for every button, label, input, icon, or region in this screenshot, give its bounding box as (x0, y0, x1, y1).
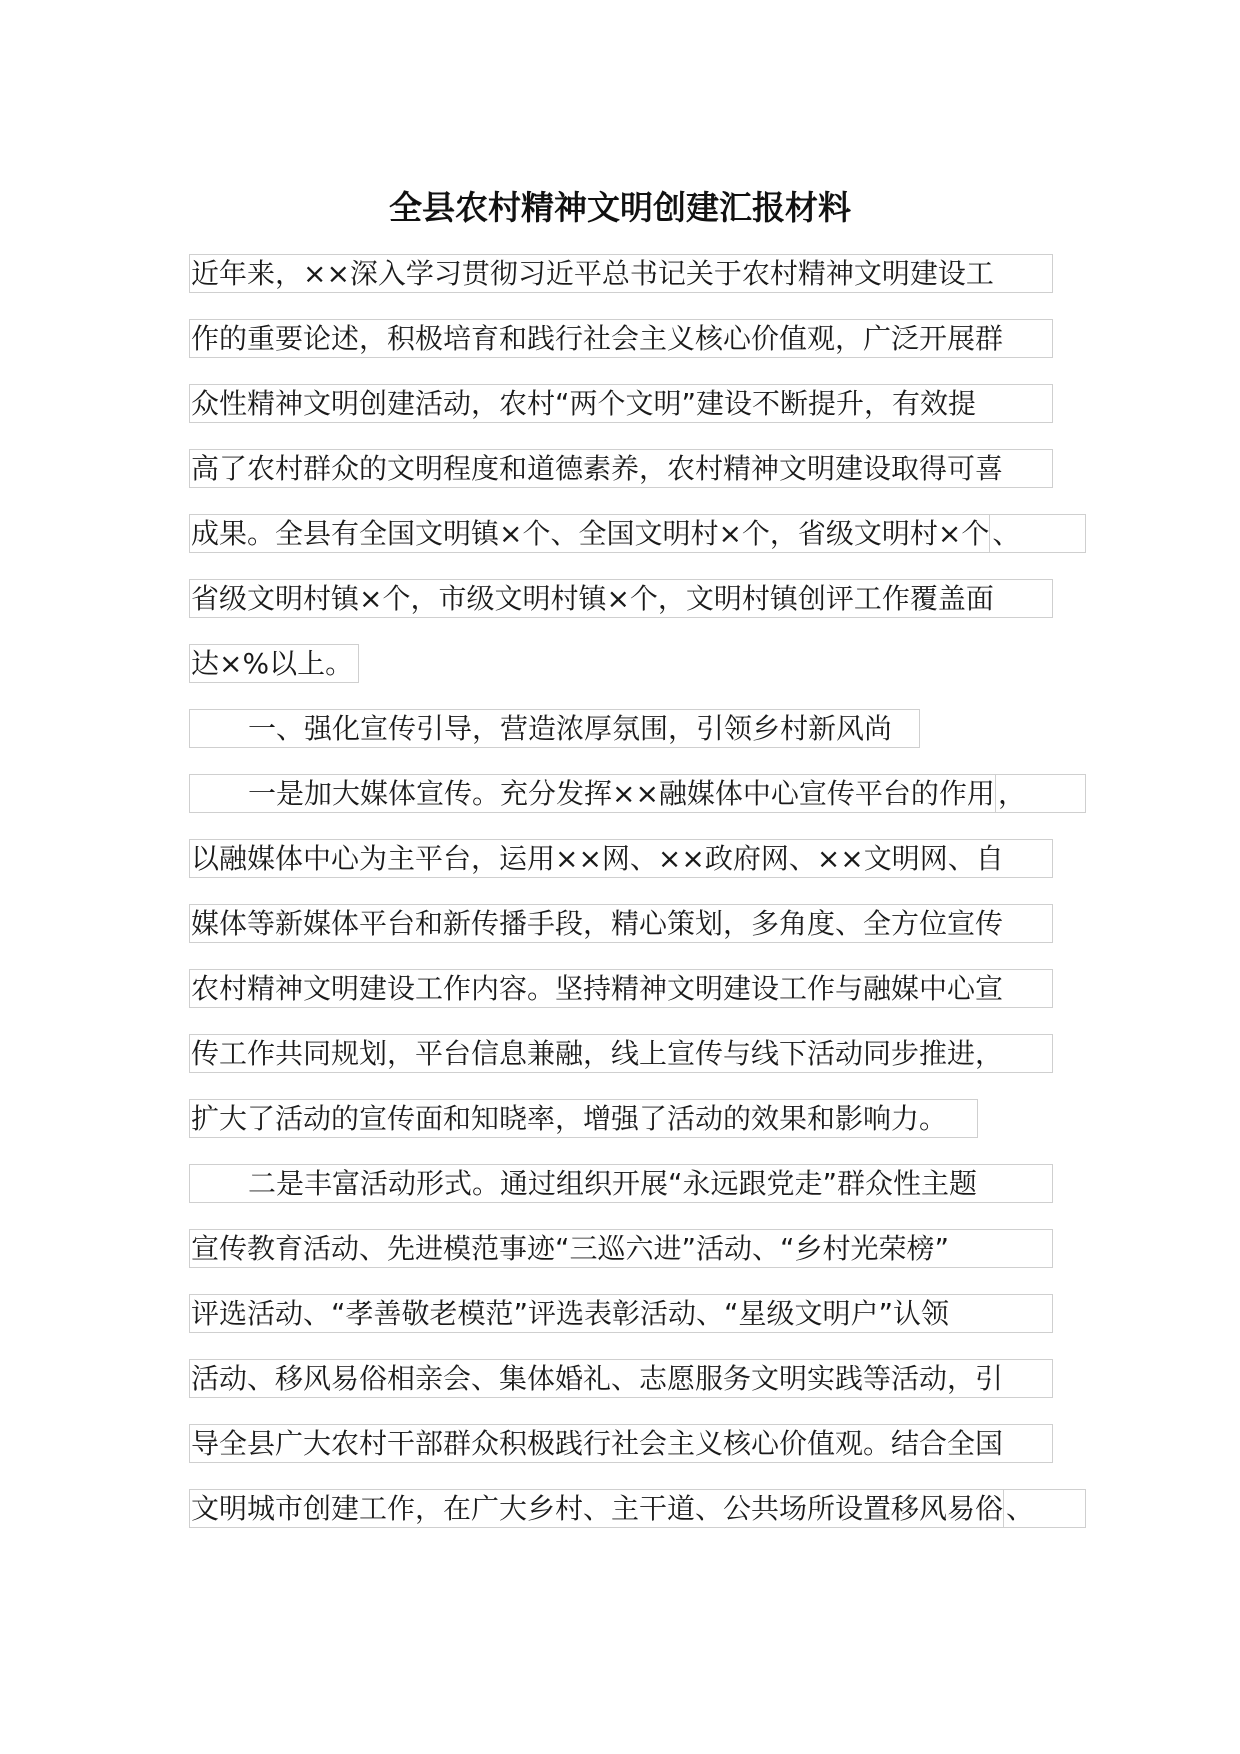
line-overflow-punct: 、 (989, 515, 1020, 552)
text-line-18 (189, 1424, 1053, 1463)
line-text: 一是加大媒体宣传。充分发挥××融媒体中心宣传平台的作用 (248, 777, 995, 810)
text-line-19 (189, 1489, 1086, 1528)
line-text: 评选活动、“孝善敬老模范”评选表彰活动、“星级文明户”认领 (191, 1297, 950, 1330)
text-line-1 (189, 254, 1053, 293)
line-text: 活动、移风易俗相亲会、集体婚礼、志愿服务文明实践等活动，引 (191, 1362, 1004, 1395)
line-text: 农村精神文明建设工作内容。坚持精神文明建设工作与融媒中心宣 (191, 972, 1004, 1005)
text-line-15 (189, 1229, 1053, 1268)
section-heading-1 (189, 709, 920, 748)
text-line-14 (189, 1164, 1053, 1203)
text-line-10 (189, 904, 1053, 943)
line-text: 导全县广大农村干部群众积极践行社会主义核心价值观。结合全国 (191, 1427, 1004, 1460)
line-overflow-punct: 、 (1003, 1490, 1034, 1527)
text-line-11 (189, 969, 1053, 1008)
text-line-8 (189, 774, 1086, 813)
line-text: 宣传教育活动、先进模范事迹“三巡六进”活动、“乡村光荣榜” (191, 1232, 950, 1265)
text-line-5 (189, 514, 1086, 553)
text-line-4 (189, 449, 1053, 488)
text-line-2 (189, 319, 1053, 358)
line-text: 近年来，××深入学习贯彻习近平总书记关于农村精神文明建设工 (191, 257, 994, 290)
line-text: 传工作共同规划，平台信息兼融，线上宣传与线下活动同步推进， (191, 1037, 1004, 1070)
line-text: 扩大了活动的宣传面和知晓率，增强了活动的效果和影响力。 (191, 1102, 948, 1135)
line-text: 众性精神文明创建活动，农村“两个文明”建设不断提升，有效提 (191, 387, 977, 420)
line-text: 以融媒体中心为主平台，运用××网、××政府网、××文明网、自 (191, 842, 1004, 875)
document-title: 全县农村精神文明创建汇报材料 (389, 188, 851, 227)
text-line-3 (189, 384, 1053, 423)
text-line-16 (189, 1294, 1053, 1333)
text-line-12 (189, 1034, 1053, 1073)
line-text: 媒体等新媒体平台和新传播手段，精心策划，多角度、全方位宣传 (191, 907, 1004, 940)
line-text: 高了农村群众的文明程度和道德素养，农村精神文明建设取得可喜 (191, 452, 1004, 485)
text-line-9 (189, 839, 1053, 878)
line-text: 省级文明村镇×个，市级文明村镇×个，文明村镇创评工作覆盖面 (191, 582, 994, 615)
text-line-17 (189, 1359, 1053, 1398)
line-text: 成果。全县有全国文明镇×个、全国文明村×个，省级文明村×个 (191, 517, 990, 550)
line-text: 文明城市创建工作，在广大乡村、主干道、公共场所设置移风易俗 (191, 1492, 1004, 1525)
text-line-7 (189, 644, 359, 683)
text-line-13 (189, 1099, 978, 1138)
line-overflow-punct: ， (995, 775, 1026, 812)
line-text: 达×%以上。 (191, 647, 354, 680)
line-text: 作的重要论述，积极培育和践行社会主义核心价值观，广泛开展群 (191, 322, 1004, 355)
heading-text: 一、强化宣传引导，营造浓厚氛围，引领乡村新风尚 (248, 712, 893, 745)
text-line-6 (189, 579, 1053, 618)
line-text: 二是丰富活动形式。通过组织开展“永远跟党走”群众性主题 (248, 1167, 978, 1200)
